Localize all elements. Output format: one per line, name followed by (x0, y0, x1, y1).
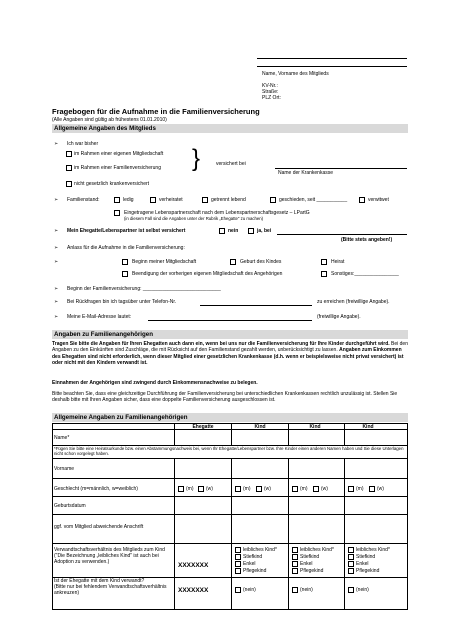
occasion-birth-label: Geburt des Kindes (240, 259, 282, 265)
spouse-insured-label: Mein Ehegatte/Lebenspartner ist selbst versichert (67, 228, 186, 234)
page-title: Fragebogen für die Aufnahme in die Familienversicherung (52, 107, 260, 116)
row-divider (52, 496, 408, 497)
member-option-label: im Rahmen einer eigenen Mitgliedschaft (74, 151, 164, 157)
child3-m-checkbox[interactable] (348, 486, 354, 492)
status-divorced-label: geschieden, seit ___________ (279, 197, 348, 203)
always-state-label: (Bitte stets angeben!) (341, 237, 393, 243)
child2-w-label: (w) (321, 486, 328, 492)
row-divider (52, 543, 408, 544)
family-option-label: im Rahmen einer Familienversicherung (74, 165, 161, 171)
phone-suffix: zu erreichen (freiwillige Angabe). (317, 299, 390, 305)
family-intro-bold: Tragen Sie bitte die Angaben für Ihren Ehegatten auch dann ein, wenn bei uns nur die Familienversicherung für Ihre Kinder durchgeführt wird. (52, 341, 390, 347)
status-married-label: verheiratet (159, 197, 183, 203)
child3-foster-checkbox[interactable] (348, 568, 354, 574)
gender-row-label: Geschlecht (m=männlich, w=weiblich) (54, 486, 138, 492)
child1-step-label: Stiefkind (243, 554, 263, 560)
spouse-m-label: (m) (186, 486, 194, 492)
marital-status-label: Familienstand: (67, 197, 100, 203)
child2-grandchild-label: Enkel (300, 561, 313, 567)
col-divider (288, 458, 289, 610)
child1-biological-label: leibliches Kind* (243, 547, 277, 553)
member-name-line[interactable] (257, 66, 407, 67)
child2-step-label: Stiefkind (300, 554, 320, 560)
insurer-name-line[interactable] (275, 168, 407, 169)
status-divorced-checkbox[interactable] (270, 197, 276, 203)
row-divider (52, 429, 408, 430)
spouse-insured-yes-checkbox[interactable] (248, 228, 254, 234)
child2-grandchild-checkbox[interactable] (292, 561, 298, 567)
child2-biological-label: leibliches Kind* (300, 547, 334, 553)
member-checkbox[interactable] (66, 151, 72, 157)
child3-related-no-checkbox[interactable] (348, 587, 354, 593)
occasion-other-checkbox[interactable] (321, 271, 327, 277)
child1-w-checkbox[interactable] (256, 486, 262, 492)
child2-m-checkbox[interactable] (292, 486, 298, 492)
street-label: Straße: (262, 89, 279, 95)
not-insured-checkbox[interactable] (66, 181, 72, 187)
bullet-icon: ➢ (54, 259, 59, 265)
occasion-birth-checkbox[interactable] (230, 259, 236, 265)
phone-input-line[interactable] (200, 305, 312, 306)
insurer-name-label: Name der Krankenkasse (278, 170, 334, 176)
name-row-label: Name* (54, 435, 70, 441)
phone-label: Bei Rückfragen bin ich tagsüber unter Telefon-Nr. (67, 299, 177, 305)
child1-step-checkbox[interactable] (235, 554, 241, 560)
email-suffix: (freiwillige Angabe). (317, 314, 361, 320)
occasion-marriage-checkbox[interactable] (321, 259, 327, 265)
spouse-insured-no-label: nein (228, 228, 239, 234)
name-footnote: *Fügen Sie bitte eine Heiratsurkunde bzw. einen Abstammungsnachweis bei, wenn Ihr Ehegatte/Lebenspartner bzw. Ihre Kinder einen anderen Namen haben und Sie diese Unterlagen nicht schon vorgelegt haben. (54, 446, 404, 457)
status-widowed-checkbox[interactable] (359, 197, 365, 203)
child1-related-no-checkbox[interactable] (235, 587, 241, 593)
child2-step-checkbox[interactable] (292, 554, 298, 560)
child3-grandchild-label: Enkel (356, 561, 369, 567)
occasion-start-checkbox[interactable] (122, 259, 128, 265)
child1-m-label: (m) (243, 486, 251, 492)
col-divider (174, 458, 175, 610)
family-intro-paragraph (52, 341, 408, 367)
not-insured-label: nicht gesetzlich krankenversichert (74, 181, 150, 187)
status-separated-checkbox[interactable] (202, 197, 208, 203)
income-proof-note: Einnahmen der Angehörigen sind zwingend durch Einkommensnachweise zu belegen. (52, 380, 258, 386)
status-widowed-label: verwitwet (368, 197, 389, 203)
previously-label: Ich war bisher (67, 141, 99, 147)
occasion-start-label: Beginn meiner Mitgliedschaft (132, 259, 197, 265)
partnership-checkbox[interactable] (114, 210, 120, 216)
member-name-label: Name, Vorname des Mitglieds (262, 71, 329, 77)
bullet-icon: ➢ (54, 314, 59, 320)
col-divider (288, 423, 289, 445)
spouse-insurer-line[interactable] (277, 234, 407, 235)
child1-related-no-label: (nein) (243, 587, 256, 593)
child1-biological-checkbox[interactable] (235, 547, 241, 553)
partnership-label: Eingetragene Lebenspartnerschaft nach dem Lebenspartnerschaftsgesetz – LPartG (124, 210, 310, 216)
member-name-top-line (257, 58, 407, 59)
child3-biological-label: leibliches Kind* (356, 547, 390, 553)
occasion-end-membership-label: Beendigung der vorherigen eigenen Mitgliedschaft des Angehörigen (132, 271, 283, 277)
email-label: Meine E-Mail-Adresse lautet: (67, 314, 132, 320)
row-divider (52, 478, 408, 479)
child1-foster-label: Pflegekind (243, 568, 267, 574)
child3-w-label: (w) (377, 486, 384, 492)
brace-icon: } (192, 145, 201, 172)
occasion-label: Anlass für die Aufnahme in die Familienversicherung: (67, 245, 185, 251)
spouse-insured-no-checkbox[interactable] (219, 228, 225, 234)
child3-w-checkbox[interactable] (369, 486, 375, 492)
birthdate-row-label: Geburtsdatum (54, 503, 86, 509)
section3-heading: Allgemeine Angaben zu Familienangehörigen (54, 414, 188, 421)
col-child-3: Kind (362, 424, 374, 430)
row-divider (52, 514, 408, 515)
kv-label: KV-Nr.: (262, 83, 278, 89)
child3-biological-checkbox[interactable] (348, 547, 354, 553)
relation-spouse-na: XXXXXXX (178, 562, 209, 569)
address-row-label: ggf. vom Mitglied abweichende Anschrift (54, 524, 144, 530)
spouse-m-checkbox[interactable] (178, 486, 184, 492)
col-child-1: Kind (254, 424, 266, 430)
email-input-line[interactable] (148, 320, 312, 321)
col-child-2: Kind (309, 424, 321, 430)
spouse-w-label: (w) (206, 486, 213, 492)
col-divider (231, 423, 232, 445)
bullet-icon: ➢ (54, 228, 59, 234)
child1-foster-checkbox[interactable] (235, 568, 241, 574)
double-insurance-note: Bitte beachten Sie, dass eine gleichzeitige Durchführung der Familienversicherung bei unterschiedlichen Krankenkassen rechtlich unzulässig ist. Stellen Sie deshalb bitte mit Ihren Angaben sicher, dass eine doppelte Familienversicherung ausgeschlossen ist. (52, 391, 398, 404)
child3-related-no-label: (nein) (356, 587, 369, 593)
spouse-insured-yes-label: ja, bei (257, 228, 272, 234)
status-single-checkbox[interactable] (114, 197, 120, 203)
occasion-other-label: Sonstiges:________________ (331, 271, 399, 277)
child3-step-checkbox[interactable] (348, 554, 354, 560)
start-label: Beginn der Familienversicherung: ____________________________ (67, 286, 221, 292)
status-married-checkbox[interactable] (150, 197, 156, 203)
family-checkbox[interactable] (66, 165, 72, 171)
child2-biological-checkbox[interactable] (292, 547, 298, 553)
child3-grandchild-checkbox[interactable] (348, 561, 354, 567)
occasion-marriage-label: Heirat (331, 259, 345, 265)
plz-label: PLZ Ort: (262, 95, 281, 101)
col-spouse: Ehegatte (192, 424, 214, 430)
child2-w-checkbox[interactable] (313, 486, 319, 492)
status-single-label: ledig (123, 197, 134, 203)
child3-m-label: (m) (356, 486, 364, 492)
col-divider (174, 423, 175, 445)
col-divider (344, 458, 345, 610)
insured-with-label: versichert bei (216, 161, 246, 167)
page-subtitle: (Alle Angaben sind gültig ab frühestens 01.01.2010) (52, 117, 167, 123)
family-intro-bold2: Angaben zum Einkommen des Ehegatten sind nicht erforderlich, wenn dieser Mitglied einer gesetzlichen Krankenkasse (d.h. wenn er beispielsweise nicht privat versichert) ist oder nicht mit den Kindern verwandt ist. (52, 347, 404, 367)
bullet-icon: ➢ (54, 299, 59, 305)
child2-m-label: (m) (300, 486, 308, 492)
status-separated-label: getrennt lebend (211, 197, 246, 203)
child2-related-no-label: (nein) (300, 587, 313, 593)
child1-m-checkbox[interactable] (235, 486, 241, 492)
col-divider (231, 458, 232, 610)
child1-grandchild-label: Enkel (243, 561, 256, 567)
section1-heading: Allgemeine Angaben des Mitglieds (54, 125, 156, 132)
bullet-icon: ➢ (54, 245, 59, 251)
child1-grandchild-checkbox[interactable] (235, 561, 241, 567)
relative-row-label: Ist der Ehegatte mit dem Kind verwandt? (Bitte nur bei fehlendem Verwandtschaftsverhältnis ankreuzen) (54, 578, 167, 596)
col-divider (344, 423, 345, 445)
bullet-icon: ➢ (54, 197, 59, 203)
bullet-icon: ➢ (54, 141, 59, 147)
child3-foster-label: Pflegekind (356, 568, 380, 574)
section2-heading: Angaben zu Familienangehörigen (54, 331, 154, 338)
child1-w-label: (w) (264, 486, 271, 492)
relation-row-label: Verwandtschaftsverhältnis des Mitglieds zum Kind ("Die Bezeichnung „leibliches Kind" ist auch bei Adoption zu verwenden.) (54, 547, 165, 565)
relative-spouse-na: XXXXXXX (178, 587, 209, 594)
spouse-w-checkbox[interactable] (198, 486, 204, 492)
occasion-end-membership-checkbox[interactable] (122, 271, 128, 277)
family-intro-text: Bei den Angaben zu den Einkünften sind Zuschläge, die mit Rücksicht auf den Familienstand gezahlt werden, unberücksichtigt zu lassen. (52, 341, 408, 354)
child2-foster-checkbox[interactable] (292, 568, 298, 574)
bullet-icon: ➢ (54, 286, 59, 292)
partnership-note: (in diesem Fall sind die Angaben unter der Rubrik „Ehegatte" zu machen) (124, 216, 264, 221)
child2-foster-label: Pflegekind (300, 568, 324, 574)
child3-step-label: Stiefkind (356, 554, 376, 560)
row-divider (52, 458, 408, 459)
child2-related-no-checkbox[interactable] (292, 587, 298, 593)
first-name-row-label: Vorname (54, 466, 75, 472)
